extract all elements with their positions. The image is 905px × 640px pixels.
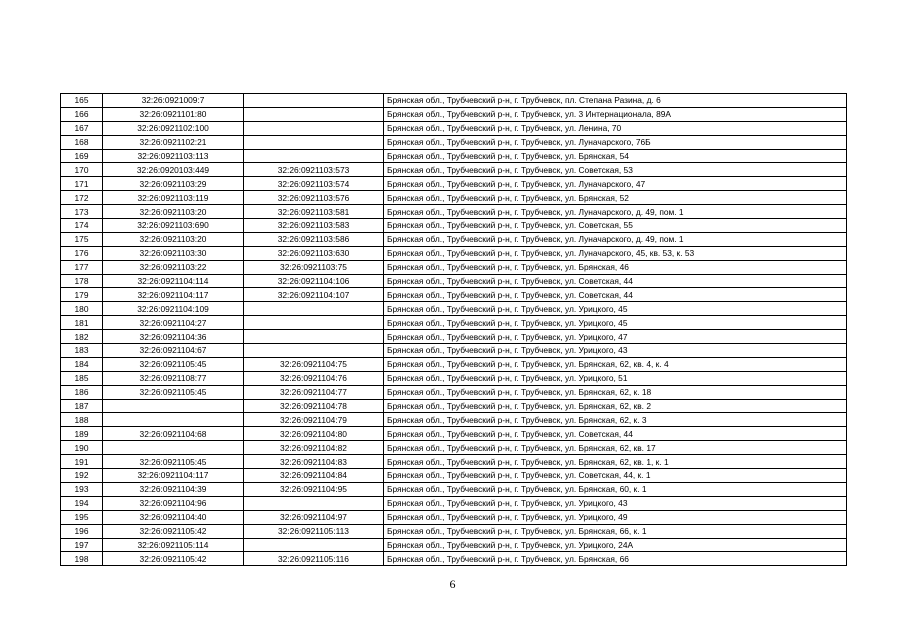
cadastral-number-cell: 32:26:0921103:20 [103, 205, 244, 219]
register-table [60, 93, 847, 566]
cadastral-number-cell: 32:26:0921103:119 [103, 191, 244, 205]
cadastral-number-cell: 32:26:0921103:20 [103, 232, 244, 246]
table-row [61, 552, 847, 566]
address-cell: Брянская обл., Трубчевский р-н, г. Трубчевск, ул. Советская, 44 [384, 274, 847, 288]
address-cell: Брянская обл., Трубчевский р-н, г. Трубчевск, ул. Луначарского, д. 49, пом. 1 [384, 205, 847, 219]
cadastral-number-cell: 32:26:0921104:68 [103, 427, 244, 441]
room-cadastral-number-cell [244, 135, 384, 149]
cadastral-number-cell: 32:26:0921101:80 [103, 107, 244, 121]
row-number: 180 [61, 302, 103, 316]
row-number: 190 [61, 441, 103, 455]
row-number: 175 [61, 232, 103, 246]
row-number: 182 [61, 330, 103, 344]
table-row [61, 344, 847, 358]
cadastral-number-cell: 32:26:0921103:113 [103, 149, 244, 163]
table-row [61, 496, 847, 510]
table-row [61, 413, 847, 427]
row-number: 188 [61, 413, 103, 427]
address-cell: Брянская обл., Трубчевский р-н, г. Трубчевск, пл. Степана Разина, д. 6 [384, 94, 847, 108]
address-cell: Брянская обл., Трубчевский р-н, г. Трубчевск, ул. Урицкого, 45 [384, 302, 847, 316]
row-number: 169 [61, 149, 103, 163]
table-row [61, 107, 847, 121]
room-cadastral-number-cell: 32:26:0921104:95 [244, 482, 384, 496]
register-table-body [61, 94, 847, 566]
table-row [61, 302, 847, 316]
room-cadastral-number-cell [244, 107, 384, 121]
row-number: 196 [61, 524, 103, 538]
row-number: 173 [61, 205, 103, 219]
cadastral-number-cell: 32:26:0921104:27 [103, 316, 244, 330]
table-row [61, 455, 847, 469]
room-cadastral-number-cell [244, 302, 384, 316]
table-row [61, 232, 847, 246]
cadastral-number-cell: 32:26:0921104:109 [103, 302, 244, 316]
table-row [61, 441, 847, 455]
table-row [61, 427, 847, 441]
room-cadastral-number-cell [244, 496, 384, 510]
address-cell: Брянская обл., Трубчевский р-н, г. Трубчевск, ул. Брянская, 46 [384, 260, 847, 274]
row-number: 165 [61, 94, 103, 108]
row-number: 183 [61, 344, 103, 358]
address-cell: Брянская обл., Трубчевский р-н, г. Трубчевск, ул. Луначарского, 45, кв. 53, к. 53 [384, 246, 847, 260]
table-row [61, 135, 847, 149]
address-cell: Брянская обл., Трубчевский р-н, г. Трубчевск, ул. Урицкого, 43 [384, 344, 847, 358]
row-number: 195 [61, 510, 103, 524]
table-row [61, 121, 847, 135]
table-row [61, 246, 847, 260]
row-number: 189 [61, 427, 103, 441]
cadastral-number-cell: 32:26:0921105:42 [103, 552, 244, 566]
cadastral-number-cell [103, 399, 244, 413]
table-row [61, 385, 847, 399]
address-cell: Брянская обл., Трубчевский р-н, г. Трубчевск, ул. Урицкого, 51 [384, 371, 847, 385]
row-number: 179 [61, 288, 103, 302]
cadastral-number-cell: 32:26:0921104:96 [103, 496, 244, 510]
room-cadastral-number-cell: 32:26:0921104:83 [244, 455, 384, 469]
table-row [61, 163, 847, 177]
room-cadastral-number-cell: 32:26:0921103:573 [244, 163, 384, 177]
table-row [61, 482, 847, 496]
row-number: 193 [61, 482, 103, 496]
room-cadastral-number-cell: 32:26:0921103:574 [244, 177, 384, 191]
table-row [61, 260, 847, 274]
cadastral-number-cell: 32:26:0921009:7 [103, 94, 244, 108]
table-row [61, 524, 847, 538]
cadastral-number-cell: 32:26:0921103:29 [103, 177, 244, 191]
cadastral-number-cell: 32:26:0921104:40 [103, 510, 244, 524]
cadastral-number-cell: 32:26:0921104:117 [103, 469, 244, 483]
cadastral-number-cell [103, 413, 244, 427]
table-row [61, 177, 847, 191]
row-number: 191 [61, 455, 103, 469]
address-cell: Брянская обл., Трубчевский р-н, г. Трубчевск, ул. Урицкого, 49 [384, 510, 847, 524]
address-cell: Брянская обл., Трубчевский р-н, г. Трубчевск, ул. Советская, 44, к. 1 [384, 469, 847, 483]
cadastral-number-cell: 32:26:0921108:77 [103, 371, 244, 385]
page-number: 6 [449, 577, 456, 591]
cadastral-number-cell: 32:26:0921103:30 [103, 246, 244, 260]
table-row [61, 357, 847, 371]
address-cell: Брянская обл., Трубчевский р-н, г. Трубчевск, ул. Урицкого, 45 [384, 316, 847, 330]
address-cell: Брянская обл., Трубчевский р-н, г. Трубчевск, ул. Советская, 44 [384, 288, 847, 302]
table-row [61, 510, 847, 524]
address-cell: Брянская обл., Трубчевский р-н, г. Трубчевск, ул. Брянская, 62, к. 3 [384, 413, 847, 427]
cadastral-number-cell: 32:26:0921102:21 [103, 135, 244, 149]
cadastral-number-cell: 32:26:0921104:39 [103, 482, 244, 496]
cadastral-number-cell: 32:26:0921105:45 [103, 357, 244, 371]
table-row [61, 191, 847, 205]
cadastral-number-cell: 32:26:0921105:45 [103, 385, 244, 399]
address-cell: Брянская обл., Трубчевский р-н, г. Трубчевск, ул. Советская, 53 [384, 163, 847, 177]
room-cadastral-number-cell: 32:26:0921103:581 [244, 205, 384, 219]
address-cell: Брянская обл., Трубчевский р-н, г. Трубчевск, ул. Луначарского, д. 49, пом. 1 [384, 232, 847, 246]
room-cadastral-number-cell: 32:26:0921104:80 [244, 427, 384, 441]
room-cadastral-number-cell: 32:26:0921104:84 [244, 469, 384, 483]
row-number: 178 [61, 274, 103, 288]
room-cadastral-number-cell: 32:26:0921104:78 [244, 399, 384, 413]
address-cell: Брянская обл., Трубчевский р-н, г. Трубчевск, ул. Ленина, 70 [384, 121, 847, 135]
row-number: 171 [61, 177, 103, 191]
table-row [61, 316, 847, 330]
cadastral-number-cell: 32:26:0921104:114 [103, 274, 244, 288]
cadastral-number-cell: 32:26:0921105:45 [103, 455, 244, 469]
row-number: 198 [61, 552, 103, 566]
room-cadastral-number-cell: 32:26:0921105:113 [244, 524, 384, 538]
address-cell: Брянская обл., Трубчевский р-н, г. Трубчевск, ул. Брянская, 62, кв. 17 [384, 441, 847, 455]
row-number: 168 [61, 135, 103, 149]
cadastral-number-cell: 32:26:0921103:690 [103, 219, 244, 233]
table-row [61, 94, 847, 108]
table-row [61, 149, 847, 163]
room-cadastral-number-cell: 32:26:0921104:97 [244, 510, 384, 524]
row-number: 170 [61, 163, 103, 177]
row-number: 176 [61, 246, 103, 260]
room-cadastral-number-cell: 32:26:0921104:82 [244, 441, 384, 455]
cadastral-number-cell: 32:26:0921104:36 [103, 330, 244, 344]
row-number: 174 [61, 219, 103, 233]
cadastral-number-cell: 32:26:0921102:100 [103, 121, 244, 135]
address-cell: Брянская обл., Трубчевский р-н, г. Трубчевск, ул. Брянская, 52 [384, 191, 847, 205]
table-row [61, 205, 847, 219]
row-number: 187 [61, 399, 103, 413]
cadastral-number-cell: 32:26:0921103:22 [103, 260, 244, 274]
address-cell: Брянская обл., Трубчевский р-н, г. Трубчевск, ул. Луначарского, 47 [384, 177, 847, 191]
table-row [61, 274, 847, 288]
row-number: 181 [61, 316, 103, 330]
room-cadastral-number-cell [244, 149, 384, 163]
row-number: 177 [61, 260, 103, 274]
cadastral-number-cell [103, 441, 244, 455]
row-number: 194 [61, 496, 103, 510]
room-cadastral-number-cell: 32:26:0921104:77 [244, 385, 384, 399]
table-row [61, 219, 847, 233]
cadastral-number-cell: 32:26:0921105:114 [103, 538, 244, 552]
address-cell: Брянская обл., Трубчевский р-н, г. Трубчевск, ул. Урицкого, 24А [384, 538, 847, 552]
row-number: 192 [61, 469, 103, 483]
address-cell: Брянская обл., Трубчевский р-н, г. Трубчевск, ул. Брянская, 62, кв. 2 [384, 399, 847, 413]
cadastral-number-cell: 32:26:0920103:449 [103, 163, 244, 177]
row-number: 197 [61, 538, 103, 552]
room-cadastral-number-cell: 32:26:0921104:106 [244, 274, 384, 288]
room-cadastral-number-cell: 32:26:0921104:75 [244, 357, 384, 371]
cadastral-number-cell: 32:26:0921104:117 [103, 288, 244, 302]
table-row [61, 330, 847, 344]
room-cadastral-number-cell [244, 316, 384, 330]
room-cadastral-number-cell: 32:26:0921103:586 [244, 232, 384, 246]
address-cell: Брянская обл., Трубчевский р-н, г. Трубчевск, ул. Брянская, 66 [384, 552, 847, 566]
address-cell: Брянская обл., Трубчевский р-н, г. Трубчевск, ул. 3 Интернационала, 89А [384, 107, 847, 121]
room-cadastral-number-cell [244, 344, 384, 358]
room-cadastral-number-cell: 32:26:0921105:116 [244, 552, 384, 566]
address-cell: Брянская обл., Трубчевский р-н, г. Трубчевск, ул. Луначарского, 76Б [384, 135, 847, 149]
address-cell: Брянская обл., Трубчевский р-н, г. Трубчевск, ул. Урицкого, 43 [384, 496, 847, 510]
room-cadastral-number-cell: 32:26:0921103:75 [244, 260, 384, 274]
room-cadastral-number-cell [244, 330, 384, 344]
room-cadastral-number-cell: 32:26:0921103:583 [244, 219, 384, 233]
address-cell: Брянская обл., Трубчевский р-н, г. Трубчевск, ул. Брянская, 66, к. 1 [384, 524, 847, 538]
room-cadastral-number-cell [244, 538, 384, 552]
cadastral-number-cell: 32:26:0921105:42 [103, 524, 244, 538]
row-number: 185 [61, 371, 103, 385]
address-cell: Брянская обл., Трубчевский р-н, г. Трубчевск, ул. Урицкого, 47 [384, 330, 847, 344]
row-number: 172 [61, 191, 103, 205]
row-number: 184 [61, 357, 103, 371]
table-row [61, 469, 847, 483]
room-cadastral-number-cell: 32:26:0921104:79 [244, 413, 384, 427]
address-cell: Брянская обл., Трубчевский р-н, г. Трубчевск, ул. Брянская, 62, кв. 1, к. 1 [384, 455, 847, 469]
address-cell: Брянская обл., Трубчевский р-н, г. Трубчевск, ул. Брянская, 62, кв. 4, к. 4 [384, 357, 847, 371]
cadastral-number-cell: 32:26:0921104:67 [103, 344, 244, 358]
row-number: 166 [61, 107, 103, 121]
table-row [61, 288, 847, 302]
address-cell: Брянская обл., Трубчевский р-н, г. Трубчевск, ул. Брянская, 62, к. 18 [384, 385, 847, 399]
address-cell: Брянская обл., Трубчевский р-н, г. Трубчевск, ул. Брянская, 54 [384, 149, 847, 163]
address-cell: Брянская обл., Трубчевский р-н, г. Трубчевск, ул. Брянская, 60, к. 1 [384, 482, 847, 496]
table-row [61, 371, 847, 385]
table-row [61, 538, 847, 552]
room-cadastral-number-cell [244, 121, 384, 135]
row-number: 167 [61, 121, 103, 135]
address-cell: Брянская обл., Трубчевский р-н, г. Трубчевск, ул. Советская, 44 [384, 427, 847, 441]
room-cadastral-number-cell: 32:26:0921104:76 [244, 371, 384, 385]
row-number: 186 [61, 385, 103, 399]
room-cadastral-number-cell [244, 94, 384, 108]
address-cell: Брянская обл., Трубчевский р-н, г. Трубчевск, ул. Советская, 55 [384, 219, 847, 233]
room-cadastral-number-cell: 32:26:0921103:576 [244, 191, 384, 205]
room-cadastral-number-cell: 32:26:0921104:107 [244, 288, 384, 302]
room-cadastral-number-cell: 32:26:0921103:630 [244, 246, 384, 260]
table-row [61, 399, 847, 413]
